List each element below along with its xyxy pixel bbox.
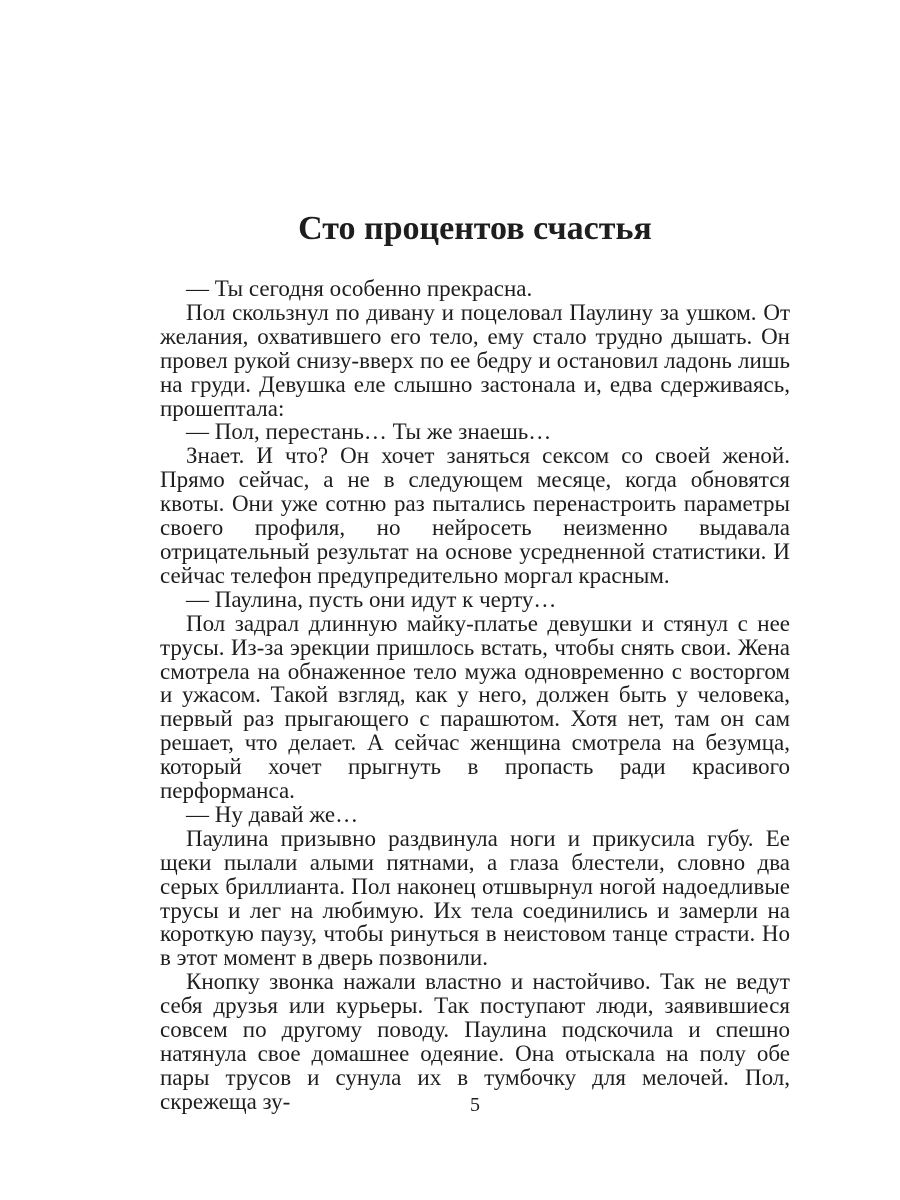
page-number: 5 [470, 1094, 480, 1116]
paragraph: — Паулина, пусть они идут к черту… [186, 586, 557, 612]
paragraph: Кнопку звонка нажали властно и настойчиво. Так не ведут себя друзья или курьеры. Так поступают люди, заявившиеся совсем по другому поводу. Паулина подскочила и спешно натянула свое домашнее одеяние. Она отыскала на полу обе пары трусов и сунула их в тумбочку для мелочей. Пол, скрежеща зу- [160, 969, 790, 1114]
paragraph: — Ну давай же… [186, 801, 359, 827]
paragraph: Знает. И что? Он хочет заняться сексом со своей женой. Прямо сейчас, а не в следующем месяце, когда обновятся квоты. Они уже сотню раз пытались перенастроить параметры своего профиля, но нейросеть неизменно выдавала отрицательный результат на основе усредненной статистики. И сейчас телефон предупредительно моргал красным. [160, 443, 790, 588]
body-text [160, 277, 790, 1114]
paragraph: — Ты сегодня особенно прекрасна. [186, 276, 533, 301]
paragraph: Пол задрал длинную майку-платье девушки и стянул с нее трусы. Из-за эрекции пришлось встать, чтобы снять свои. Жена смотрела на обнаженное тело мужа одновременно с восторгом и ужасом. Такой взгляд, как у него, должен быть у человека, первый раз прыгающего с парашютом. Хотя нет, там он сам решает, что делает. А сейчас женщина смотрела на безумца, который хочет прыгнуть в пропасть ради красивого перформанса. [160, 610, 790, 804]
chapter-title: Сто процентов счастья [298, 210, 652, 247]
paragraph: — Пол, перестань… Ты же знаешь… [186, 419, 552, 445]
paragraph: Паулина призывно раздвинула ноги и прикусила губу. Ее щеки пылали алыми пятнами, а глаза блестели, словно два серых бриллианта. Пол наконец отшвырнул ногой надоедливые трусы и лег на любимую. Их тела соединились и замерли на короткую паузу, чтобы ринуться в неистовом танце страсти. Но в этот момент в дверь позвонили. [160, 825, 790, 971]
paragraph: Пол скользнул по дивану и поцеловал Паулину за ушком. От желания, охватившего его тело, ему стало трудно дышать. Он провел рукой снизу-вверх по ее бедру и остановил ладонь лишь на груди. Девушка еле слышно застонала и, едва сдерживаясь, прошептала: [160, 299, 790, 421]
